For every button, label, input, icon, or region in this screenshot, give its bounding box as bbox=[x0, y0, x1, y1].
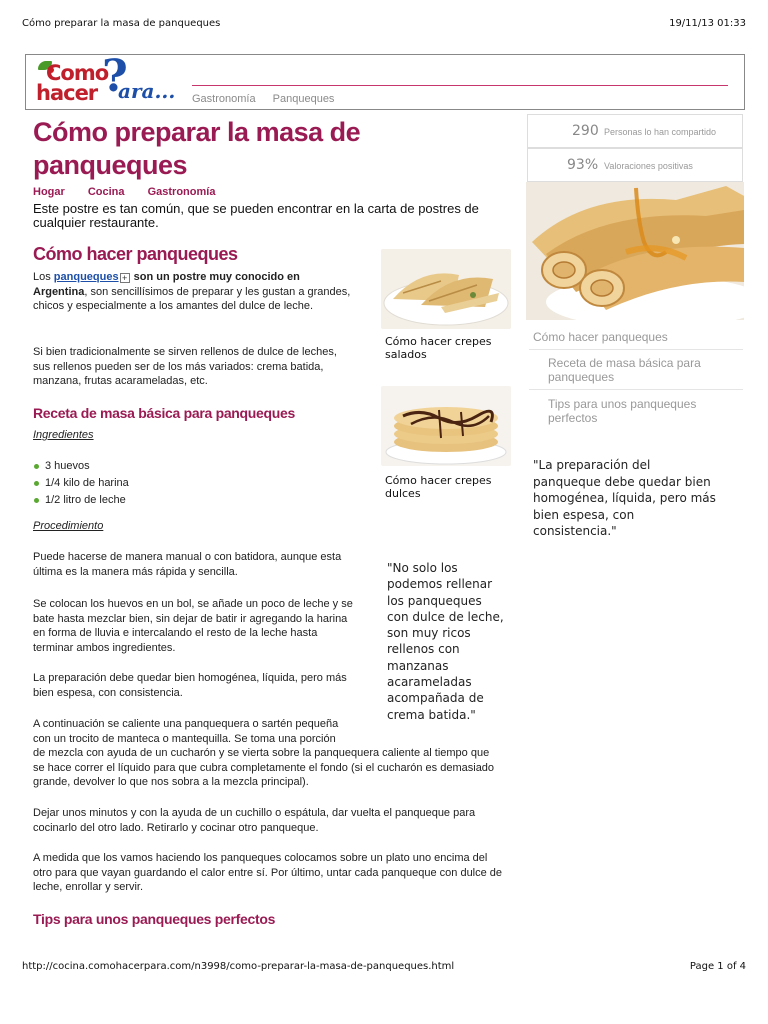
paragraph-3: Puede hacerse de manera manual o con batidora, aunque esta última es la manera más rápida y sencilla. bbox=[33, 551, 342, 578]
header-divider bbox=[192, 85, 728, 86]
positive-percent: 93% bbox=[567, 157, 599, 173]
logo-word-para: ara... bbox=[118, 79, 176, 103]
toc-link-como-hacer[interactable]: Cómo hacer panqueques bbox=[533, 330, 668, 344]
toc-divider bbox=[529, 389, 743, 390]
shares-stat bbox=[527, 114, 743, 148]
toc-divider bbox=[529, 349, 743, 350]
list-item: 1/2 litro de leche bbox=[33, 492, 129, 509]
p1-bold: son un postre muy conocido en Argentina bbox=[33, 271, 300, 298]
article-intro: Este postre es tan común, que se pueden encontrar en la carta de postres de cualquier restaurante. bbox=[33, 201, 479, 230]
page-title: Cómo preparar la masa de panqueques bbox=[33, 117, 361, 180]
site-header bbox=[25, 51, 745, 110]
ingredients-label: Ingredientes bbox=[33, 429, 94, 441]
print-url: http://cocina.comohacerpara.com/n3998/como-preparar-la-masa-de-panqueques.html bbox=[22, 961, 455, 972]
related-caption-salados[interactable]: Cómo hacer crepes salados bbox=[385, 335, 492, 361]
p1-pre: Los bbox=[33, 271, 54, 283]
paragraph-8: A medida que los vamos haciendo los panqueques colocamos sobre un plato uno encima del otro para que vayan guardando el calor entre sí. Por último, untar cada panqueque con dulce de leche, enrollar y servir. bbox=[33, 852, 503, 893]
print-date: 19/11/13 01:33 bbox=[669, 18, 746, 29]
expand-plus-icon[interactable]: + bbox=[120, 273, 130, 283]
rolled-pancakes-image bbox=[526, 182, 744, 320]
rating-stat bbox=[527, 148, 743, 182]
shares-count: 290 bbox=[572, 123, 599, 139]
site-logo[interactable] bbox=[34, 51, 184, 107]
ingredients-list bbox=[33, 458, 129, 509]
related-thumb-crepes-salados[interactable] bbox=[381, 249, 511, 329]
print-footer bbox=[22, 961, 746, 975]
paragraph-5: La preparación debe quedar bien homogénea, líquida, pero más bien espesa, con consistencia. bbox=[33, 672, 347, 699]
nav-link-panqueques[interactable]: Panqueques bbox=[272, 93, 335, 105]
paragraph-7: Dejar unos minutos y con la ayuda de un cuchillo o espátula, dar vuelta el panqueque para cocinarlo del otro lado. Retirarlo y cocinar otro panqueque. bbox=[33, 807, 476, 834]
print-page-number: Page 1 of 4 bbox=[689, 961, 746, 972]
logo-word-hacer: hacer bbox=[36, 81, 98, 105]
category-link-gastronomia[interactable]: Gastronomía bbox=[147, 186, 216, 198]
panqueques-link[interactable]: panqueques bbox=[53, 271, 119, 283]
category-links bbox=[33, 186, 235, 198]
shares-label: Personas lo han compartido bbox=[604, 127, 717, 137]
category-link-hogar[interactable]: Hogar bbox=[33, 186, 65, 198]
related-thumb-crepes-dulces[interactable] bbox=[381, 386, 511, 466]
paragraph-4: Se colocan los huevos en un bol, se añade un poco de leche y se bate hasta mezclar bien, sin dejar de batir ir agregando la harina en forma de lluvia e intercalando el resto de la leche hasta terminar ambos ingredientes. bbox=[33, 598, 353, 654]
paragraph-1 bbox=[33, 270, 355, 314]
related-caption-dulces[interactable]: Cómo hacer crepes dulces bbox=[385, 474, 492, 500]
toc-link-receta[interactable]: Receta de masa básica para panqueques bbox=[548, 356, 701, 384]
section-heading-como-hacer: Cómo hacer panqueques bbox=[33, 244, 238, 264]
logo-question-mark: ? bbox=[102, 51, 128, 102]
category-link-cocina[interactable]: Cocina bbox=[87, 186, 125, 198]
print-title: Cómo preparar la masa de panqueques bbox=[22, 18, 221, 29]
logo-word-como: Como bbox=[46, 61, 109, 85]
pull-quote-middle: "No solo los podemos rellenar los panqueques con dulce de leche, son muy ricos rellenos con manzanas acarameladas acompañada de crema batida." bbox=[387, 561, 504, 722]
list-item: 3 huevos bbox=[33, 458, 129, 475]
nav-link-gastronomia[interactable]: Gastronomía bbox=[192, 93, 256, 105]
procedure-label: Procedimiento bbox=[33, 520, 104, 532]
crepes-dulces-image bbox=[381, 386, 511, 466]
crepes-salados-image bbox=[381, 249, 511, 329]
list-item: 1/4 kilo de harina bbox=[33, 475, 129, 492]
paragraph-2: Si bien tradicionalmente se sirven rellenos de dulce de leches, sus rellenos pueden ser de los más variados: crema batida, manzana, frutas acarameladas, etc. bbox=[33, 346, 337, 387]
header-breadcrumb bbox=[192, 93, 348, 105]
toc-link-tips[interactable]: Tips para unos panqueques perfectos bbox=[548, 397, 697, 425]
print-header bbox=[22, 18, 746, 32]
sidebar-hero-image bbox=[526, 182, 744, 320]
paragraph-6b: de mezcla con ayuda de un cucharón y se vierta sobre la panquequera caliente al tiempo que se hace correr el líquido para que cubra completamente el fondo (si el cucharón es demasiado grande, devolver lo que nos sobra a la mezcla principal). bbox=[33, 747, 495, 788]
positive-label: Valoraciones positivas bbox=[604, 161, 693, 171]
pull-quote-sidebar: "La preparación del panqueque debe quedar bien homogénea, líquida, pero más bien espesa, con consistencia." bbox=[533, 458, 716, 538]
section-heading-tips: Tips para unos panqueques perfectos bbox=[33, 911, 276, 927]
p1-rest: , son sencillísimos de preparar y les gustan a grandes, chicos y especialmente a los amantes del dulce de leche. bbox=[33, 285, 351, 312]
paragraph-6a: A continuación se caliente una panquequera o sartén pequeña con un trocito de manteca o mantequilla. Se toma una porción bbox=[33, 718, 339, 745]
section-heading-receta: Receta de masa básica para panqueques bbox=[33, 405, 296, 421]
